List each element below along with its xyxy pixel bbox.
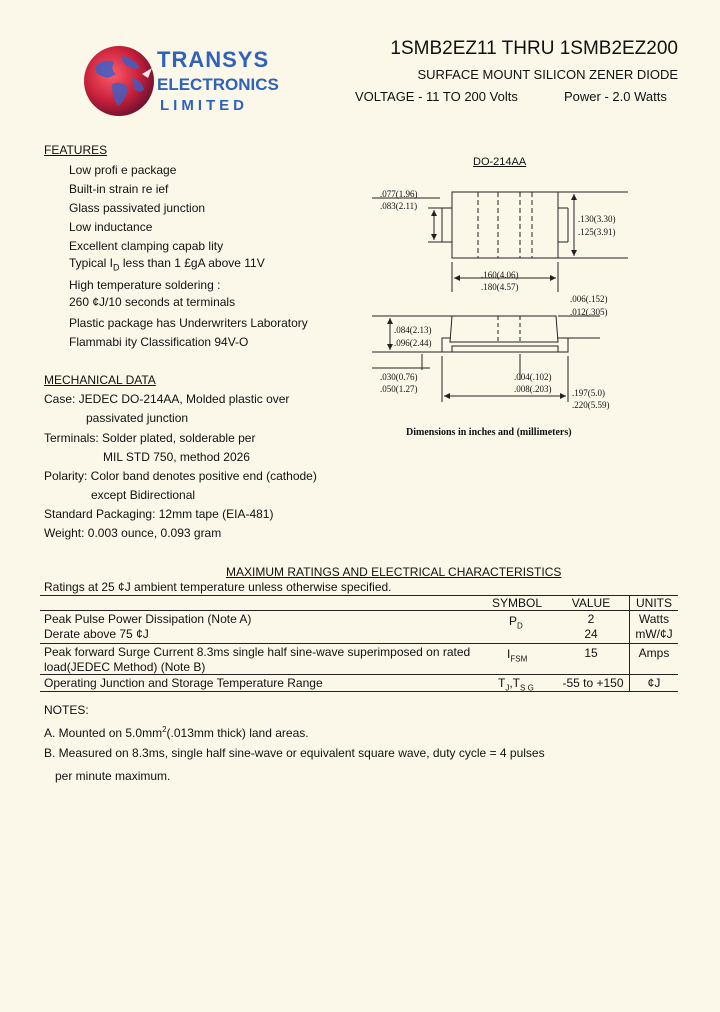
symbol-sub: J [505, 683, 510, 693]
dim-label: .220(5.59) [572, 400, 610, 410]
dim-label: .006(.152) [570, 294, 608, 304]
mechanical-heading: MECHANICAL DATA [44, 373, 156, 387]
package-caption: Dimensions in inches and (millimeters) [406, 427, 572, 438]
dim-label: .096(2.44) [394, 338, 432, 348]
unit-cell: mW/¢J [635, 627, 673, 641]
column-header-symbol: SYMBOL [491, 596, 542, 610]
feature-item: Built-in strain re ief [69, 182, 169, 196]
dim-label: .004(.102) [514, 372, 552, 382]
unit-cell: Amps [638, 646, 670, 660]
part-range-title: 1SMB2EZ11 THRU 1SMB2EZ200 [390, 38, 678, 59]
mechanical-line: passivated junction [86, 411, 189, 425]
logo-globe-icon [82, 44, 156, 118]
table-rule [40, 691, 678, 692]
symbol-cell [507, 647, 527, 666]
feature-item: 260 ¢J/10 seconds at terminals [69, 295, 236, 309]
note-a-text: A. Mounted on 5.0mm [44, 726, 163, 740]
symbol-sub: FSM [510, 654, 528, 664]
voltage-range: VOLTAGE - 11 TO 200 Volts [355, 89, 518, 104]
typical-rest: less than 1 £gA above 11V [119, 256, 265, 270]
feature-item: Flammabi ity Classification 94V-O [69, 335, 249, 349]
symbol-text: T [498, 676, 506, 690]
note-a [44, 723, 309, 740]
dim-label: .125(3.91) [578, 227, 616, 237]
typical-label: Typical I [69, 256, 114, 270]
logo-line-transys: TRANSYS [157, 47, 270, 72]
value-cell: 24 [584, 627, 598, 641]
note-a-sup: 2 [162, 725, 167, 734]
feature-item-typical [69, 256, 265, 274]
feature-item: Low inductance [69, 220, 153, 234]
features-heading: FEATURES [44, 143, 108, 157]
dim-label: .084(2.13) [394, 325, 432, 335]
value-cell: 2 [587, 612, 595, 626]
dim-label: .050(1.27) [380, 384, 418, 394]
note-b: B. Measured on 8.3ms, single half sine-wave or equivalent square wave, duty cycle = 4 pulses [44, 746, 545, 760]
feature-item: Excellent clamping capab lity [69, 239, 224, 253]
param-name: Peak Pulse Power Dissipation (Note A) [44, 612, 252, 626]
typical-sub: D [113, 262, 120, 273]
symbol-text: I [507, 647, 511, 661]
dim-label: .180(4.57) [481, 282, 519, 292]
feature-item: Glass passivated junction [69, 201, 206, 215]
feature-item: Plastic package has Underwriters Laboratory [69, 316, 308, 330]
feature-item: High temperature soldering : [69, 278, 221, 292]
dim-label: .030(0.76) [380, 372, 418, 382]
mechanical-line: Weight: 0.003 ounce, 0.093 gram [44, 526, 222, 540]
dim-label: .083(2.11) [380, 201, 418, 211]
symbol-sub: D [517, 621, 523, 631]
param-name: Peak forward Surge Current 8.3ms single half sine-wave superimposed on rated [44, 645, 471, 659]
mechanical-line: MIL STD 750, method 2026 [103, 450, 250, 464]
symbol-mid: ,T [509, 676, 521, 690]
symbol-text: P [509, 614, 518, 628]
value-cell: -55 to +150 [562, 676, 624, 690]
dim-label: .197(5.0) [572, 388, 605, 398]
dim-label: .160(4.06) [481, 270, 519, 280]
mechanical-line: except Bidirectional [91, 488, 196, 502]
mechanical-line: Standard Packaging: 12mm tape (EIA-481) [44, 507, 274, 521]
param-name: Operating Junction and Storage Temperature Range [44, 676, 323, 690]
mechanical-line: Polarity: Color band denotes positive end (cathode) [44, 469, 317, 483]
power-rating: Power - 2.0 Watts [564, 89, 667, 104]
symbol-sub: S G [520, 683, 534, 693]
symbol-cell [498, 676, 534, 695]
column-header-value: VALUE [571, 596, 611, 610]
feature-item: Low profi e package [69, 163, 177, 177]
logo-line-limited: LIMITED [160, 97, 248, 114]
dim-label: .012(.305) [570, 307, 608, 317]
table-rule [40, 643, 678, 644]
product-subtitle: SURFACE MOUNT SILICON ZENER DIODE [417, 67, 678, 82]
dim-label: .130(3.30) [578, 214, 616, 224]
symbol-cell [509, 614, 523, 633]
unit-cell: ¢J [647, 676, 661, 690]
ratings-heading: MAXIMUM RATINGS AND ELECTRICAL CHARACTERISTICS [226, 565, 562, 579]
logo-line-electronics: ELECTRONICS [157, 75, 279, 94]
table-rule [40, 610, 678, 611]
param-name: load(JEDEC Method) (Note B) [44, 660, 206, 674]
column-header-units: UNITS [636, 596, 672, 610]
dim-label: .008(.203) [514, 384, 552, 394]
value-cell: 15 [584, 646, 598, 660]
note-b-cont: per minute maximum. [55, 769, 171, 783]
table-rule [40, 674, 678, 675]
notes-heading: NOTES: [44, 703, 89, 717]
note-a-rest: (.013mm thick) land areas. [166, 726, 309, 740]
ratings-note: Ratings at 25 ¢J ambient temperature unless otherwise specified. [44, 580, 392, 594]
mechanical-line: Case: JEDEC DO-214AA, Molded plastic over [44, 392, 290, 406]
unit-cell: Watts [638, 612, 670, 626]
param-name: Derate above 75 ¢J [44, 627, 149, 641]
mechanical-line: Terminals: Solder plated, solderable per [44, 431, 256, 445]
dim-label: .077(1.96) [380, 189, 418, 199]
package-label: DO-214AA [473, 156, 527, 168]
